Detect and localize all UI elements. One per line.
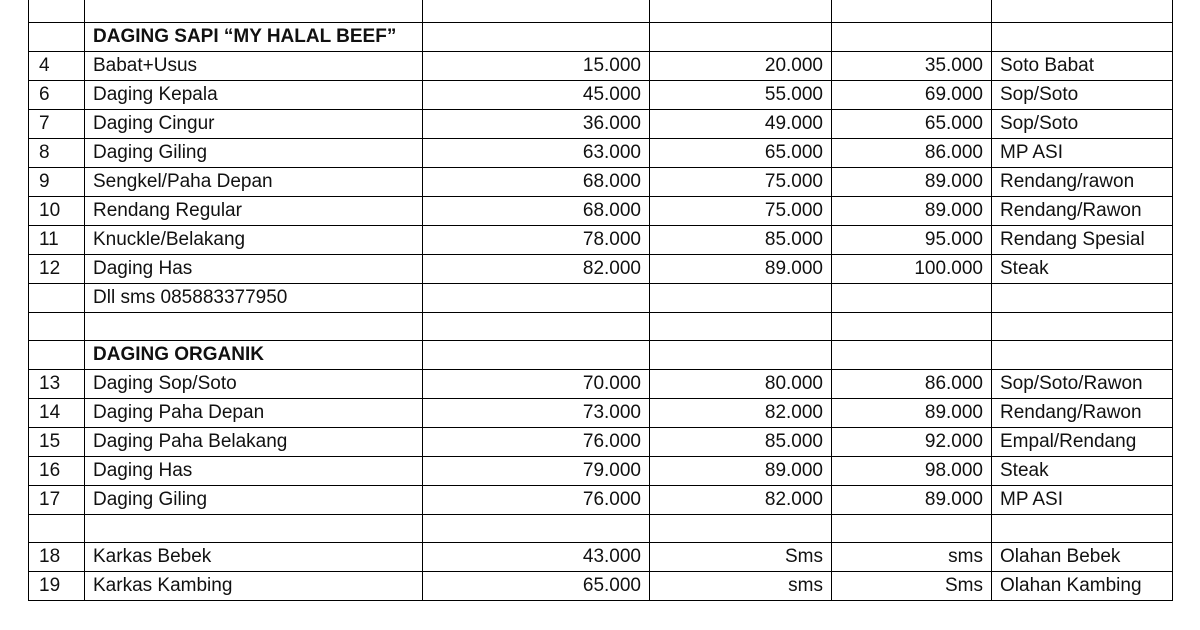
table-row (29, 197, 1173, 226)
item-name-cell: Daging Giling (85, 139, 423, 168)
blank-row (29, 0, 1173, 23)
price-2-cell: 80.000 (650, 370, 832, 399)
table-row (29, 486, 1173, 515)
empty-cell (650, 313, 832, 341)
item-number-cell: 14 (29, 399, 85, 428)
price-3-cell: 89.000 (832, 399, 992, 428)
item-number-cell: 19 (29, 572, 85, 601)
table-row (29, 168, 1173, 197)
usage-cell: Sop/Soto (992, 81, 1173, 110)
price-1-cell: 68.000 (423, 197, 650, 226)
empty-cell (992, 341, 1173, 370)
section-header-row (29, 341, 1173, 370)
empty-cell (650, 23, 832, 52)
usage-cell: MP ASI (992, 486, 1173, 515)
item-name-cell: Karkas Bebek (85, 543, 423, 572)
empty-cell (992, 23, 1173, 52)
price-3-cell: 89.000 (832, 197, 992, 226)
price-2-cell: 65.000 (650, 139, 832, 168)
blank-row (29, 313, 1173, 341)
item-name-cell: Daging Has (85, 255, 423, 284)
empty-cell (992, 515, 1173, 543)
empty-cell (832, 23, 992, 52)
item-number-cell: 16 (29, 457, 85, 486)
empty-cell (85, 0, 423, 23)
price-1-cell: 65.000 (423, 572, 650, 601)
item-name-cell: Karkas Kambing (85, 572, 423, 601)
price-table (28, 0, 1173, 601)
price-1-cell: 76.000 (423, 486, 650, 515)
usage-cell: Soto Babat (992, 52, 1173, 81)
item-name-cell: Knuckle/Belakang (85, 226, 423, 255)
table-row (29, 457, 1173, 486)
empty-cell (992, 313, 1173, 341)
empty-cell (29, 515, 85, 543)
item-name-cell: Rendang Regular (85, 197, 423, 226)
usage-cell: Rendang/Rawon (992, 399, 1173, 428)
item-name-cell: Daging Kepala (85, 81, 423, 110)
empty-cell (832, 284, 992, 313)
price-1-cell: 78.000 (423, 226, 650, 255)
usage-cell: Olahan Kambing (992, 572, 1173, 601)
item-number-cell: 8 (29, 139, 85, 168)
price-2-cell: 89.000 (650, 457, 832, 486)
item-number-cell: 4 (29, 52, 85, 81)
empty-cell (85, 515, 423, 543)
price-2-cell: 75.000 (650, 197, 832, 226)
usage-cell: Rendang Spesial (992, 226, 1173, 255)
price-3-cell: 92.000 (832, 428, 992, 457)
item-number-cell: 17 (29, 486, 85, 515)
price-2-cell: 85.000 (650, 428, 832, 457)
usage-cell: Steak (992, 255, 1173, 284)
table-row (29, 52, 1173, 81)
price-2-cell: 85.000 (650, 226, 832, 255)
table-row (29, 572, 1173, 601)
item-name-cell: Sengkel/Paha Depan (85, 168, 423, 197)
item-name-cell: Daging Paha Depan (85, 399, 423, 428)
empty-cell (832, 341, 992, 370)
price-2-cell: 20.000 (650, 52, 832, 81)
price-1-cell: 70.000 (423, 370, 650, 399)
usage-cell: MP ASI (992, 139, 1173, 168)
usage-cell: Empal/Rendang (992, 428, 1173, 457)
price-1-cell: 36.000 (423, 110, 650, 139)
table-row (29, 81, 1173, 110)
item-name-cell: Daging Paha Belakang (85, 428, 423, 457)
item-number-cell: 6 (29, 81, 85, 110)
empty-cell (29, 23, 85, 52)
price-3-cell: 69.000 (832, 81, 992, 110)
blank-row (29, 515, 1173, 543)
table-row (29, 226, 1173, 255)
empty-cell (423, 23, 650, 52)
item-name-cell: Babat+Usus (85, 52, 423, 81)
empty-cell (423, 0, 650, 23)
usage-cell: Olahan Bebek (992, 543, 1173, 572)
empty-cell (423, 313, 650, 341)
item-number-cell: 7 (29, 110, 85, 139)
item-number-cell: 9 (29, 168, 85, 197)
empty-cell (650, 515, 832, 543)
usage-cell: Sop/Soto (992, 110, 1173, 139)
empty-cell (832, 313, 992, 341)
empty-cell (650, 284, 832, 313)
price-3-cell: 65.000 (832, 110, 992, 139)
empty-cell (832, 0, 992, 23)
table-row (29, 543, 1173, 572)
empty-cell (29, 0, 85, 23)
price-1-cell: 63.000 (423, 139, 650, 168)
note-text: Dll sms 085883377950 (85, 284, 423, 313)
price-table-body (29, 0, 1173, 601)
usage-cell: Sop/Soto/Rawon (992, 370, 1173, 399)
section-title: DAGING SAPI “MY HALAL BEEF” (85, 23, 423, 52)
item-number-cell: 10 (29, 197, 85, 226)
price-3-cell: 100.000 (832, 255, 992, 284)
price-1-cell: 15.000 (423, 52, 650, 81)
price-2-cell: 55.000 (650, 81, 832, 110)
price-3-cell: 35.000 (832, 52, 992, 81)
table-row (29, 370, 1173, 399)
price-1-cell: 76.000 (423, 428, 650, 457)
price-1-cell: 73.000 (423, 399, 650, 428)
note-row (29, 284, 1173, 313)
price-3-cell: 95.000 (832, 226, 992, 255)
empty-cell (650, 0, 832, 23)
table-row (29, 428, 1173, 457)
empty-cell (29, 341, 85, 370)
price-1-cell: 43.000 (423, 543, 650, 572)
item-number-cell: 12 (29, 255, 85, 284)
table-row (29, 139, 1173, 168)
price-2-cell: sms (650, 572, 832, 601)
price-1-cell: 45.000 (423, 81, 650, 110)
price-2-cell: 75.000 (650, 168, 832, 197)
empty-cell (423, 284, 650, 313)
empty-cell (29, 284, 85, 313)
table-row (29, 110, 1173, 139)
price-3-cell: 98.000 (832, 457, 992, 486)
item-name-cell: Daging Giling (85, 486, 423, 515)
price-1-cell: 68.000 (423, 168, 650, 197)
price-3-cell: sms (832, 543, 992, 572)
price-3-cell: 86.000 (832, 370, 992, 399)
table-row (29, 399, 1173, 428)
empty-cell (992, 0, 1173, 23)
price-3-cell: 89.000 (832, 168, 992, 197)
usage-cell: Rendang/Rawon (992, 197, 1173, 226)
item-name-cell: Daging Sop/Soto (85, 370, 423, 399)
empty-cell (423, 341, 650, 370)
item-number-cell: 18 (29, 543, 85, 572)
price-2-cell: 82.000 (650, 486, 832, 515)
price-2-cell: 49.000 (650, 110, 832, 139)
empty-cell (85, 313, 423, 341)
empty-cell (832, 515, 992, 543)
item-name-cell: Daging Cingur (85, 110, 423, 139)
price-3-cell: Sms (832, 572, 992, 601)
item-number-cell: 15 (29, 428, 85, 457)
empty-cell (650, 341, 832, 370)
price-3-cell: 89.000 (832, 486, 992, 515)
empty-cell (29, 313, 85, 341)
price-3-cell: 86.000 (832, 139, 992, 168)
item-number-cell: 11 (29, 226, 85, 255)
usage-cell: Rendang/rawon (992, 168, 1173, 197)
section-header-row (29, 23, 1173, 52)
section-title: DAGING ORGANIK (85, 341, 423, 370)
empty-cell (423, 515, 650, 543)
item-name-cell: Daging Has (85, 457, 423, 486)
table-row (29, 255, 1173, 284)
usage-cell: Steak (992, 457, 1173, 486)
price-2-cell: 82.000 (650, 399, 832, 428)
price-1-cell: 79.000 (423, 457, 650, 486)
price-2-cell: Sms (650, 543, 832, 572)
price-1-cell: 82.000 (423, 255, 650, 284)
item-number-cell: 13 (29, 370, 85, 399)
empty-cell (992, 284, 1173, 313)
price-2-cell: 89.000 (650, 255, 832, 284)
